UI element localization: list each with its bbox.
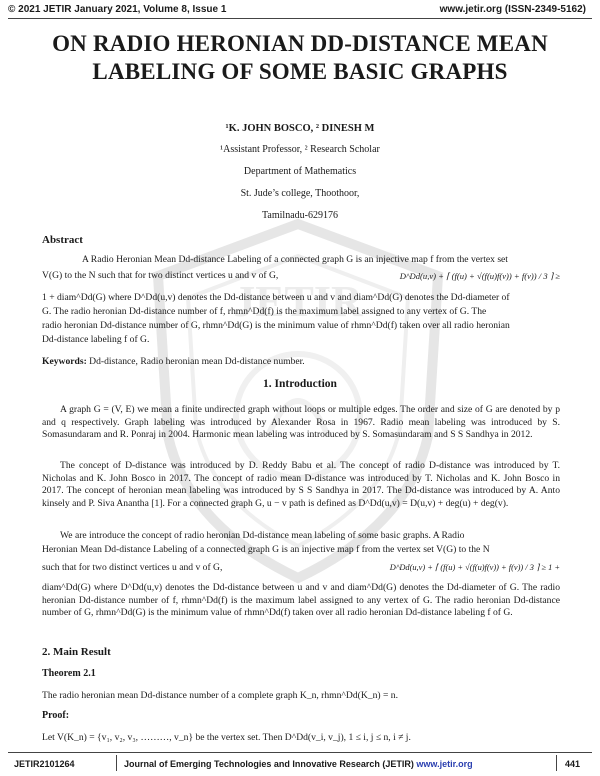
abstract-line-3: 1 + diam^Dd(G) where D^Dd(u,v) denotes the Dd-distance between u and v and diam^Dd(G) denotes the Dd-diameter of bbox=[42, 292, 510, 303]
proof-label: Proof: bbox=[42, 710, 70, 721]
paper-title bbox=[0, 30, 600, 86]
title-line-2: LABELING OF SOME BASIC GRAPHS bbox=[92, 59, 508, 84]
abstract-line-2: V(G) to the N such that for two distinct vertices u and v of G, bbox=[42, 270, 279, 281]
theorem-text: The radio heronian mean Dd-distance number of a complete graph K_n, rhmn^Dd(K_n) = n. bbox=[42, 690, 398, 701]
abstract-line-4: G. The radio heronian Dd-distance number of f, rhmn^Dd(f) is the maximum label assigned to any vertex of G. The bbox=[42, 306, 487, 317]
watermark-text: JETIR bbox=[233, 277, 363, 326]
abstract-line-6: Dd-distance labeling f of G. bbox=[42, 334, 150, 345]
footer-site-link[interactable]: www.jetir.org bbox=[416, 759, 473, 769]
title-line-1: ON RADIO HERONIAN DD-DISTANCE MEAN bbox=[52, 31, 548, 56]
abstract-formula: D^Dd(u,v) + ⌈ (f(u) + √(f(u)f(v)) + f(v)) / 3 ⌉ ≥ bbox=[399, 271, 560, 281]
header-citation: © 2021 JETIR January 2021, Volume 8, Issue 1 bbox=[8, 4, 227, 15]
header-rule bbox=[8, 18, 592, 19]
footer-divider bbox=[116, 755, 117, 771]
keywords-text: Dd-distance, Radio heronian mean Dd-distance number. bbox=[89, 356, 305, 367]
footer-page-number: 441 bbox=[564, 759, 580, 769]
header-journal-link[interactable]: www.jetir.org (ISSN-2349-5162) bbox=[439, 4, 586, 15]
running-header bbox=[0, 0, 600, 20]
college: St. Jude’s college, Thoothoor, bbox=[240, 188, 360, 199]
intro-paragraph-1: A graph G = (V, E) we mean a finite undirected graph without loops or multiple edges. The order and size of G are denoted by p and q respectively. Graph labeling was introduced by Alexander Rosa in 1967. Radio mean labeling was introduced by S. Somasundaram and R. Ponraj in 2004. Harmonic mean labeling was introduced by S. Somasundaram and S S Sandhya in 2012. bbox=[42, 404, 560, 441]
main-result-heading: 2. Main Result bbox=[42, 646, 111, 658]
proof-text: Let V(K_n) = {v₁, v₂, v₃, ………, v_n} be the vertex set. Then D^Dd(v_i, v_j), 1 ≤ i, j ≤ n, i ≠ j. bbox=[42, 732, 411, 743]
place: Tamilnadu-629176 bbox=[262, 210, 338, 221]
intro-p3-line-1: We are introduce the concept of radio heronian Dd-distance mean labeling of some basic graphs. A Radio bbox=[60, 530, 465, 541]
footer-divider bbox=[556, 755, 557, 771]
author-roles: ¹Assistant Professor, ² Research Scholar bbox=[220, 144, 380, 155]
intro-p3-line-3: such that for two distinct vertices u and v of G, bbox=[42, 562, 223, 573]
abstract-line-1: A Radio Heronian Mean Dd-distance Labeling of a connected graph G is an injective map f from the vertex set bbox=[82, 254, 508, 265]
department: Department of Mathematics bbox=[243, 166, 357, 177]
author-names: ¹K. JOHN BOSCO, ² DINESH M bbox=[225, 123, 375, 134]
intro-p3-line-2: Heronian Mean Dd-distance Labeling of a connected graph G is an injective map f from the vertex set V(G) to the N bbox=[42, 544, 490, 555]
intro-heading: 1. Introduction bbox=[263, 378, 337, 390]
footer-journal bbox=[124, 759, 473, 769]
keywords bbox=[42, 356, 560, 369]
footer-paper-id: JETIR2101264 bbox=[14, 759, 75, 769]
intro-paragraph-2: The concept of D-distance was introduced by D. Reddy Babu et al. The concept of radio D-distance was introduced by T. Nicholas and K. John Bosco in 2017. The concept of radio mean D-distance was introduced by T. Nicholas and K. John Bosco in 2017. The concept of heronian mean labeling was introduced by S S Sandhya in 2017. The Dd-distance was introduced by A. Anto kinsely and P. Siva Anantha [1]. For a connected graph G, u − v path is defined as D^Dd(u,v) = D(u,v) + deg(u) + deg(v). bbox=[42, 460, 560, 509]
abstract-line-5: radio heronian Dd-distance number of G, rhmn^Dd(G) is the minimum value of rhmn^Dd(f) taken over all radio heronian bbox=[42, 320, 510, 331]
intro-p3-rest: diam^Dd(G) where D^Dd(u,v) denotes the Dd-distance between u and v and diam^Dd(G) denotes the Dd-diameter of G. The radio heronian Dd-distance number of f, rhmn^Dd(f) is the maximum label assigned to any vertex of G. The radio heronian Dd-distance number of G, rhmn^Dd(G) is the minimum value of rhmn^Dd(f) taken over all radio heronian Dd-distance labeling f of G. bbox=[42, 582, 560, 619]
intro-p3-formula: D^Dd(u,v) + ⌈ (f(u) + √(f(u)f(v)) + f(v)) / 3 ⌉ ≥ 1 + bbox=[389, 563, 560, 572]
theorem-label: Theorem 2.1 bbox=[42, 668, 96, 679]
keywords-label: Keywords: bbox=[42, 356, 87, 367]
footer-journal-name: Journal of Emerging Technologies and Innovative Research (JETIR) bbox=[124, 759, 414, 769]
page-footer bbox=[8, 752, 592, 773]
abstract-heading: Abstract bbox=[42, 234, 83, 246]
